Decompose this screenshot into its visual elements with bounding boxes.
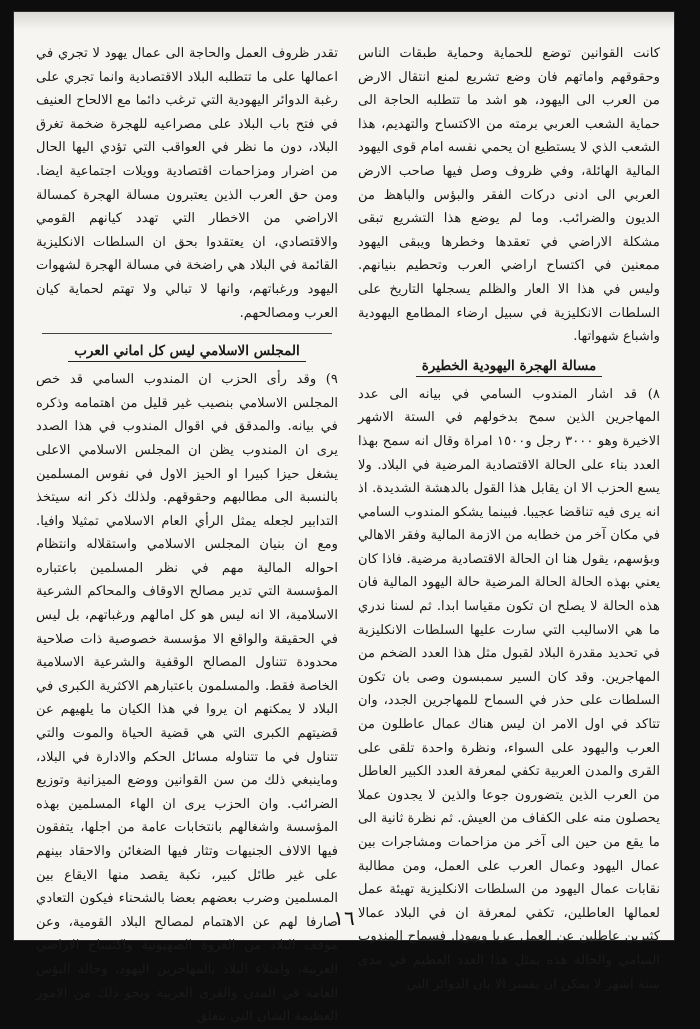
left-intro-paragraph: تقدر ظروف العمل والحاجة الى عمال يهود لا تجري في اعمالها على ما تتطلبه البلاد الاقتصادية وانما تجري على رغبة الدوائر اليهودية التي ترغب دائما مع الالحاح العنيف في فتح باب البلاد على مصراعيه للهجرة ضخمة تغرق البلاد، دون ما نظر في العواقب التي تؤدي اليها الحال من اضرار ومزاحمات اقتصادية وويلات اجتماعية ايضا. ومن حق العرب الذين يعتبرون مسالة الهجرة كمسالة الاراضي من الاخطار التي تهدد كيانهم القومي والاقتصادي، ان يعتقدوا بحق ان السلطات الانكليزية القائمة في البلاد هي راضخة في مسالة الهجرة لشهوات اليهود ورغباتهم، وانها لا تبالي ولا تهتم لحماية كيان العرب ومصالحهم.	[36, 46, 338, 321]
document-page	[14, 12, 674, 1025]
right-intro-paragraph: كانت القوانين توضع للحماية وحماية طبقات الناس وحقوقهم واماتهم فان وضع تشريع لمنع انتقال الارض من العرب الى اليهود، هو اشد ما تتطلبه الحاجة الى حماية الشعب العربي برمته من الاكتساح والتهديم، هذا الشعب الذي لا يستطيع ان يحمي نفسه امام قوى اليهود المالية الهائلة، وفي ظروف وصل فيها صاحب الارض العربي الى ادنى دركات الفقر والبؤس والباهظ من الديون والضرائب. وما لم يوضع هذا التشريع تبقى مشكلة الاراضي في تعقدها وخطرها ويبقى اليهود ممعنين في اكتساح اراضي العرب وتحطيم بنيانهم. وليس في هذا الا العار والظلم يسجلها التاريخ على السلطات الانكليزية في سبيل ارضاء المطامع اليهودية واشباع شهواتها.	[358, 46, 660, 345]
left-section-heading	[36, 340, 338, 362]
left-section-paragraph: ٩) وقد رأى الحزب ان المندوب السامي قد خص المجلس الاسلامي بنصيب غير قليل من اهتمامه وذكره في بيانه. والمدقق في اقوال المندوب في هذا الصدد يرى ان المندوب يظن ان المجلس الاسلامي الاعلى يشغل حيزا كبيرا او الحيز الاول في نفوس المسلمين بالنسبة الى مطالبهم وحقوقهم. ولذلك ذكر انه سيتخذ التدابير لجعله يمثل الرأي العام الاسلامي تمثيلا وافيا. ومع ان بنيان المجلس الاسلامي واستقلاله وانتظام احواله المالية مهم في نظر المسلمين باعتباره المؤسسة التي تدير مصالح الاوقاف والمحاكم الشرعية الاسلامية، الا انه ليس هو كل امالهم ورغباتهم، بل ليس في الحقيقة والواقع الا مؤسسة خصوصية ذات صلاحية محدودة تتناول المصالح الوقفية والشرعية الاسلامية الخاصة فقط. والمسلمون باعتبارهم الاكثرية الكبرى في البلاد لا يمكنهم ان يروا في هذا الكيان ما يلهيهم عن قضيتهم الكبرى التي هي قضية الحياة والموت والتي تتناول في ما تتناوله مسائل الحكم والادارة في البلاد، وماينبغي ذلك من سن القوانين ووضع الميزانية وتوزيع الضرائب. وان الحزب يرى ان الهاء المسلمين بهذه المؤسسة واشغالهم بانتخابات عامة من اجلها، يتفقون فيها الالاف الجنيهات وتثار فيها الضغائن والاحقاد بينهم على غير طائل كبير، نكبة يقصد منها الايقاع بين المسلمين وضرب بعضهم بعضا بالشحناء فيكون التعادي صارفا لهم عن الاهتمام لمصالح البلاد القومية، وعن موقف البلاد من الغزوة الصهيونية واكتساح الاراضي العربية، وامتلاء البلاد بالمهاجرين اليهود، وحالة البؤس العامة في المدن والقرى العربية ونحو ذلك من الامور العظيمة الشان التي تتعلق	[36, 372, 338, 1025]
left-section-heading-text: المجلس الاسلامي ليس كل اماني العرب	[68, 343, 306, 362]
page-number: ١٦	[333, 906, 355, 930]
section-divider	[42, 333, 332, 334]
left-column	[36, 42, 338, 1029]
right-column	[358, 42, 660, 996]
right-section-heading-text: مسالة الهجرة اليهودية الخطيرة	[416, 358, 603, 377]
right-section-heading	[358, 355, 660, 377]
page-top-shadow	[14, 12, 674, 30]
right-section-paragraph: ٨) قد اشار المندوب السامي في بيانه الى عدد المهاجرين الذين سمح بدخولهم في الستة الاشهر الاخيرة وهو ٣٠٠٠ رجل و١٥٠٠ امراة وقال انه سمح بهذا العدد بناء على الحالة الاقتصادية المرضية في البلاد. ولا يسع الحزب الا ان يقابل هذا القول بالدهشة الشديدة. اذ انه يرى فيه تناقضا عجيبا. فبينما يشكو المندوب السامي في مكان آخر من خطابه من الازمة المالية وفقر الاهالي وبؤسهم، يقول هنا ان الحالة الاقتصادية مرضية. فاذا كان يعني بهذه الحالة الحالة المرضية حالة اليهود المالية فان هذه الحالة لا يصلح ان تكون مقياسا ابدا. ثم لسنا ندري ما هي الاساليب التي سارت عليها السلطات الانكليزية في تحديد مقدرة البلاد لقبول مثل هذا العدد الضخم من المهاجرين. وقد كان السير سمبسون وصى بان تكون السلطات على حذر في السماح للمهاجرين الجدد، وان تتاكد في اول الامر ان ليس هناك عمال عاطلون من العرب واليهود على السواء، ونظرة واحدة تلقى على القرى والمدن العربية تكفي لمعرفة العدد الكبير العاطل من العرب الذين يتضورون جوعا والذين لا يجدون عملا يحصلون منه على الكفاف من العيش. ثم نظرة ثانية الى ما يقع من حين الى آخر من مزاحمات ومشاجرات بين عمال اليهود وعمال العرب على العمل، ومن مطالبة نقابات عمال اليهود من السلطات الانكليزية تهيئة عمل لعمالها العاطلين، تكفي لمعرفة ان في البلاد عمالا كثيرين عاطلين عن العمل عربا ويهودا. فسماح المندوب السامي والحالة هذه بمثل هذا العدد العظيم في مدى ستة اشهر لا يمكن ان يفسر الا بان الدوائر التي	[358, 386, 660, 992]
